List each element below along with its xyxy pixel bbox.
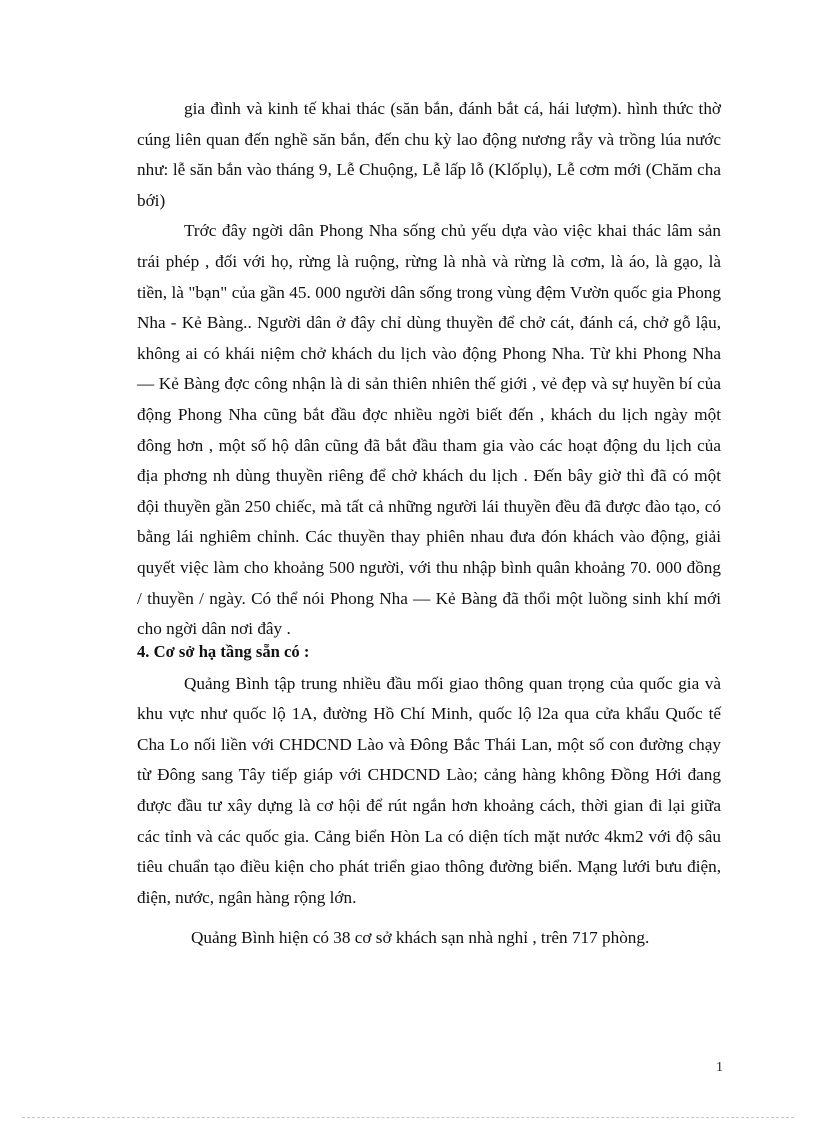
paragraph-infrastructure: Quảng Bình tập trung nhiều đầu mối giao thông quan trọng của quốc gia và khu vực như quốc lộ 1A, đường Hồ Chí Minh, quốc lộ l2a qua cửa khẩu Quốc tế Cha Lo nối liền với CHDCND Lào và Đông Bắc Thái Lan, một số con đường chạy từ Đông sang Tây tiếp giáp với CHDCND Lào; cảng hàng không Đồng Hới đang được đầu tư xây dựng là cơ hội để rút ngắn hơn khoảng cách, thời gian đi lại giữa các tỉnh và các quốc gia. Cảng biển Hòn La có diện tích mặt nước 4km2 với độ sâu tiêu chuẩn tạo điều kiện cho phát triển giao thông đường biển. Mạng lưới bưu điện, điện, nước, ngân hàng rộng lớn. [137, 673, 721, 907]
paragraph-phong-nha-livelihood: Trớc đây ngời dân Phong Nha sống chủ yếu dựa vào việc khai thác lâm sản trái phép , đối với họ, rừng là ruộng, rừng là nhà và rừng là cơm, là áo, là gạo, là tiền, là "bạn" của gần 45. 000 người dân sống trong vùng đệm Vườn quốc gia Phong Nha - Kẻ Bàng.. Người dân ở đây chỉ dùng thuyền để chở cát, đánh cá, chở gỗ lậu, không ai có khái niệm chở khách du lịch vào động Phong Nha. Từ khi Phong Nha — Kẻ Bàng đợc công nhận là di sản thiên nhiên thế giới , vẻ đẹp và sự huyền bí của động Phong Nha cũng bắt đầu đợc nhiều ngời biết đến , khách du lịch ngày một đông hơn , một số hộ dân cũng đã bắt đầu tham gia vào các hoạt động du lịch của địa phơng nh dùng thuyền riêng để chở khách du lịch . Đến bây giờ thì đã có một đội thuyền gần 250 chiếc, mà tất cả những người lái thuyền đều đã được đào tạo, có bằng lái nghiêm chỉnh. Các thuyền thay phiên nhau đưa đón khách vào động, giải quyết việc làm cho khoảng 500 người, với thu nhập bình quân khoảng 70. 000 đồng / thuyền / ngày. Có thể nói Phong Nha — Kẻ Bàng đã thổi một luồng sinh khí mới cho ngời dân nơi đây . [137, 221, 721, 639]
page-number: 1 [716, 1060, 723, 1075]
paragraph-hotels: Quảng Bình hiện có 38 cơ sở khách sạn nhà nghỉ , trên 717 phòng. [191, 928, 650, 948]
section-heading: 4. Cơ sở hạ tầng sẵn có : [137, 641, 310, 661]
page-content [137, 94, 721, 954]
paragraph-festivals: gia đình và kinh tế khai thác (săn bắn, đánh bắt cá, hái lượm). hình thức thờ cúng liên quan đến nghề săn bắn, đến chu kỳ lao động nương rẫy và trồng lúa nước như: lễ săn bắn vào tháng 9, Lễ Chuộng, Lễ lấp lỗ (Klốplụ), Lễ cơm mới (Chăm cha bới) [137, 99, 721, 210]
page-break-divider [22, 1117, 794, 1118]
